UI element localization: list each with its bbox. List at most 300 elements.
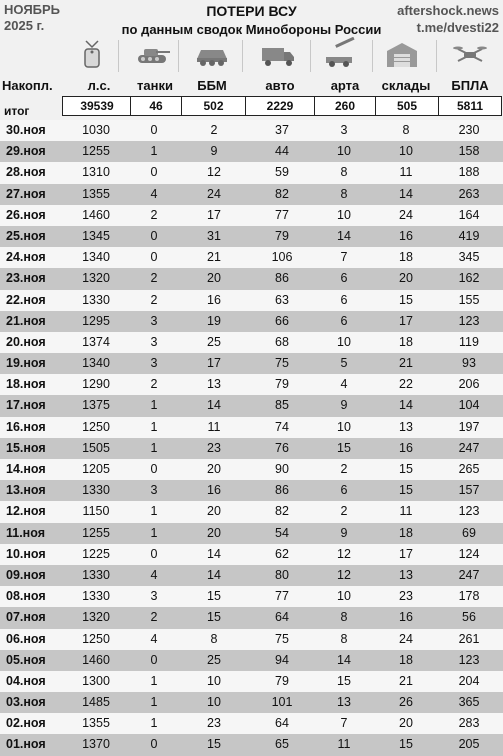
cell-bbm: 24 bbox=[207, 186, 221, 201]
cell-tanks: 0 bbox=[150, 462, 158, 476]
totals-row bbox=[0, 96, 503, 118]
cell-tanks: 2 bbox=[150, 271, 158, 286]
cell-personnel: 1330 bbox=[82, 589, 110, 604]
row-date: 06.ноя bbox=[6, 631, 46, 646]
cell-artillery: 6 bbox=[340, 292, 348, 307]
row-date: 02.ноя bbox=[6, 716, 46, 731]
cell-artillery: 9 bbox=[340, 525, 348, 540]
cell-bbm: 25 bbox=[207, 652, 221, 667]
cell-depots: 20 bbox=[399, 271, 413, 286]
row-date: 16.ноя bbox=[6, 419, 46, 434]
cell-depots: 18 bbox=[399, 250, 413, 265]
cell-artillery: 10 bbox=[337, 334, 351, 349]
cell-uav: 178 bbox=[458, 589, 480, 604]
cell-depots: 20 bbox=[399, 716, 413, 731]
table-row bbox=[0, 268, 503, 289]
table-row bbox=[0, 480, 503, 501]
cell-uav: 123 bbox=[458, 504, 480, 519]
table-row bbox=[0, 226, 503, 247]
table-row bbox=[0, 353, 503, 374]
total-tanks: 46 bbox=[130, 96, 182, 116]
cell-auto: 85 bbox=[275, 398, 289, 413]
cell-personnel: 1255 bbox=[82, 144, 110, 159]
cell-depots: 21 bbox=[399, 356, 413, 371]
cell-depots: 15 bbox=[399, 483, 413, 498]
table-row bbox=[0, 501, 503, 522]
cell-depots: 15 bbox=[399, 737, 413, 752]
table-row bbox=[0, 734, 503, 755]
page-subtitle: по данным сводок Минобороны России bbox=[121, 22, 382, 37]
row-date: 04.ноя bbox=[6, 673, 46, 688]
cell-tanks: 4 bbox=[150, 567, 158, 582]
header-uav: БПЛА bbox=[451, 78, 489, 93]
cell-uav: 419 bbox=[458, 228, 480, 243]
table-row bbox=[0, 459, 503, 480]
cell-auto: 77 bbox=[275, 589, 289, 604]
table-row bbox=[0, 374, 503, 395]
cell-bbm: 20 bbox=[207, 504, 221, 519]
cell-artillery: 15 bbox=[337, 673, 351, 688]
cell-auto: 64 bbox=[275, 716, 289, 731]
row-date: 28.ноя bbox=[6, 165, 46, 180]
cell-auto: 86 bbox=[275, 271, 289, 286]
cell-personnel: 1250 bbox=[82, 631, 110, 646]
header-bbm: ББМ bbox=[197, 78, 227, 93]
cell-personnel: 1030 bbox=[82, 123, 110, 137]
cell-artillery: 7 bbox=[340, 716, 348, 731]
cell-tanks: 0 bbox=[150, 737, 158, 752]
cumulative-label: Накопл. bbox=[2, 78, 53, 93]
cell-tanks: 2 bbox=[150, 207, 158, 222]
cell-auto: 76 bbox=[275, 440, 289, 455]
cell-tanks: 1 bbox=[150, 504, 158, 519]
cell-tanks: 0 bbox=[150, 652, 158, 667]
cell-depots: 11 bbox=[399, 165, 413, 180]
total-personnel: 39539 bbox=[62, 96, 132, 116]
cell-bbm: 20 bbox=[207, 525, 221, 540]
cell-depots: 15 bbox=[399, 462, 413, 476]
row-date: 11.ноя bbox=[6, 525, 46, 540]
cell-depots: 16 bbox=[399, 228, 413, 243]
table-row bbox=[0, 586, 503, 607]
row-date: 21.ноя bbox=[6, 313, 46, 328]
row-date: 10.ноя bbox=[6, 546, 46, 561]
cell-uav: 365 bbox=[458, 695, 480, 710]
cell-uav: 345 bbox=[458, 250, 480, 265]
cell-uav: 230 bbox=[458, 123, 480, 137]
cell-auto: 68 bbox=[275, 334, 289, 349]
cell-depots: 24 bbox=[399, 207, 413, 222]
source-telegram: t.me/dvesti22 bbox=[416, 20, 499, 35]
cell-tanks: 2 bbox=[150, 610, 158, 625]
cell-artillery: 8 bbox=[340, 165, 348, 180]
cell-artillery: 10 bbox=[337, 144, 351, 159]
cell-tanks: 3 bbox=[150, 313, 158, 328]
cell-auto: 63 bbox=[275, 292, 289, 307]
cell-personnel: 1485 bbox=[82, 695, 110, 710]
cell-depots: 14 bbox=[399, 186, 413, 201]
row-date: 13.ноя bbox=[6, 483, 46, 498]
cell-uav: 164 bbox=[458, 207, 480, 222]
row-date: 05.ноя bbox=[6, 652, 46, 667]
header-depots: склады bbox=[381, 78, 431, 93]
table-row bbox=[0, 544, 503, 565]
cell-bbm: 14 bbox=[207, 546, 221, 561]
cell-bbm: 9 bbox=[210, 144, 218, 159]
cell-personnel: 1300 bbox=[82, 673, 110, 688]
total-auto: 2229 bbox=[245, 96, 315, 116]
cell-uav: 263 bbox=[458, 186, 480, 201]
table-row bbox=[0, 607, 503, 628]
cell-artillery: 8 bbox=[340, 631, 348, 646]
cell-tanks: 0 bbox=[150, 123, 158, 137]
cell-artillery: 9 bbox=[340, 398, 348, 413]
drone-icon bbox=[450, 36, 490, 74]
cell-tanks: 0 bbox=[150, 250, 158, 265]
cell-auto: 80 bbox=[275, 567, 289, 582]
row-date: 30.ноя bbox=[6, 123, 46, 137]
cell-uav: 261 bbox=[458, 631, 480, 646]
header bbox=[0, 0, 503, 78]
cell-auto: 101 bbox=[271, 695, 293, 710]
cell-artillery: 10 bbox=[337, 419, 351, 434]
cell-bbm: 15 bbox=[207, 737, 221, 752]
cell-uav: 123 bbox=[458, 652, 480, 667]
cell-uav: 93 bbox=[462, 356, 476, 371]
cell-bbm: 10 bbox=[207, 695, 221, 710]
header-auto: авто bbox=[265, 78, 295, 93]
cell-artillery: 2 bbox=[340, 462, 348, 476]
cell-personnel: 1330 bbox=[82, 567, 110, 582]
row-date: 25.ноя bbox=[6, 228, 46, 243]
cell-tanks: 2 bbox=[150, 292, 158, 307]
cell-artillery: 13 bbox=[337, 695, 351, 710]
row-date: 09.ноя bbox=[6, 567, 46, 582]
row-date: 19.ноя bbox=[6, 356, 46, 371]
cell-personnel: 1290 bbox=[82, 377, 110, 392]
cell-personnel: 1355 bbox=[82, 716, 110, 731]
cell-personnel: 1255 bbox=[82, 525, 110, 540]
cell-depots: 18 bbox=[399, 525, 413, 540]
cell-personnel: 1375 bbox=[82, 398, 110, 413]
table-row bbox=[0, 713, 503, 734]
row-date: 07.ноя bbox=[6, 610, 46, 625]
row-date: 23.ноя bbox=[6, 271, 46, 286]
column-icons bbox=[70, 36, 503, 74]
cell-personnel: 1370 bbox=[82, 737, 110, 752]
cell-personnel: 1295 bbox=[82, 313, 110, 328]
cell-auto: 66 bbox=[275, 313, 289, 328]
row-date: 15.ноя bbox=[6, 440, 46, 455]
cell-depots: 13 bbox=[399, 567, 413, 582]
cell-depots: 24 bbox=[399, 631, 413, 646]
cell-bbm: 13 bbox=[207, 377, 221, 392]
cell-artillery: 15 bbox=[337, 440, 351, 455]
cell-uav: 119 bbox=[459, 334, 479, 349]
cell-tanks: 3 bbox=[150, 356, 158, 371]
cell-bbm: 14 bbox=[207, 398, 221, 413]
cell-depots: 11 bbox=[399, 504, 413, 519]
header-artillery: арта bbox=[330, 78, 360, 93]
cell-auto: 64 bbox=[275, 610, 289, 625]
column-headers bbox=[0, 78, 503, 96]
cell-bbm: 23 bbox=[207, 716, 221, 731]
cell-artillery: 14 bbox=[337, 228, 351, 243]
cell-depots: 16 bbox=[399, 440, 413, 455]
total-bbm: 502 bbox=[181, 96, 246, 116]
cell-personnel: 1320 bbox=[82, 271, 110, 286]
table-row bbox=[0, 692, 503, 713]
month-label: НОЯБРЬ bbox=[4, 2, 61, 17]
cell-personnel: 1355 bbox=[82, 186, 110, 201]
armored-vehicle-icon bbox=[192, 36, 232, 74]
cell-depots: 17 bbox=[399, 546, 413, 561]
cell-uav: 283 bbox=[458, 716, 480, 731]
cell-uav: 247 bbox=[458, 567, 480, 582]
cell-auto: 54 bbox=[275, 525, 289, 540]
table-row bbox=[0, 629, 503, 650]
table-row bbox=[0, 184, 503, 205]
cell-depots: 18 bbox=[399, 334, 413, 349]
cell-tanks: 3 bbox=[150, 334, 158, 349]
total-artillery: 260 bbox=[314, 96, 376, 116]
cell-auto: 106 bbox=[271, 250, 293, 265]
artillery-icon bbox=[320, 36, 360, 74]
cell-tanks: 0 bbox=[150, 228, 158, 243]
cell-personnel: 1460 bbox=[82, 207, 110, 222]
table-row bbox=[0, 565, 503, 586]
cell-bbm: 11 bbox=[207, 419, 221, 434]
cell-uav: 124 bbox=[458, 546, 480, 561]
truck-icon bbox=[258, 36, 298, 74]
cell-tanks: 1 bbox=[150, 419, 158, 434]
cell-uav: 123 bbox=[458, 313, 480, 328]
cell-artillery: 8 bbox=[340, 186, 348, 201]
cell-artillery: 6 bbox=[340, 271, 348, 286]
cell-personnel: 1345 bbox=[82, 228, 110, 243]
header-tanks: танки bbox=[137, 78, 173, 93]
row-date: 29.ноя bbox=[6, 144, 46, 159]
row-date: 17.ноя bbox=[6, 398, 46, 413]
cell-depots: 10 bbox=[399, 144, 413, 159]
tank-icon bbox=[132, 36, 172, 74]
cell-tanks: 1 bbox=[150, 673, 158, 688]
cell-auto: 79 bbox=[275, 228, 289, 243]
cell-personnel: 1374 bbox=[82, 334, 110, 349]
cell-auto: 79 bbox=[275, 673, 289, 688]
cell-artillery: 5 bbox=[340, 356, 348, 371]
cell-uav: 158 bbox=[458, 144, 480, 159]
cell-uav: 206 bbox=[458, 377, 480, 392]
cell-auto: 75 bbox=[275, 356, 289, 371]
cell-bbm: 14 bbox=[207, 567, 221, 582]
cell-auto: 86 bbox=[275, 483, 289, 498]
cell-personnel: 1505 bbox=[82, 440, 110, 455]
cell-uav: 265 bbox=[458, 462, 480, 476]
cell-tanks: 4 bbox=[150, 186, 158, 201]
cell-artillery: 8 bbox=[340, 610, 348, 625]
source-site: aftershock.news bbox=[397, 3, 499, 18]
cell-bbm: 17 bbox=[207, 356, 221, 371]
cell-artillery: 4 bbox=[340, 377, 348, 392]
row-date: 24.ноя bbox=[6, 250, 46, 265]
total-uav: 5811 bbox=[438, 96, 502, 116]
warehouse-icon bbox=[382, 36, 422, 74]
cell-tanks: 0 bbox=[150, 546, 158, 561]
cell-uav: 162 bbox=[458, 271, 480, 286]
cell-personnel: 1330 bbox=[82, 483, 110, 498]
cell-depots: 23 bbox=[399, 589, 413, 604]
cell-tanks: 0 bbox=[150, 165, 158, 180]
header-personnel: л.с. bbox=[87, 78, 111, 93]
cell-bbm: 20 bbox=[207, 462, 221, 476]
cell-auto: 75 bbox=[275, 631, 289, 646]
cell-auto: 37 bbox=[275, 123, 289, 137]
cell-bbm: 23 bbox=[207, 440, 221, 455]
table-row bbox=[0, 205, 503, 226]
table-row bbox=[0, 120, 503, 141]
cell-bbm: 15 bbox=[207, 610, 221, 625]
cell-bbm: 21 bbox=[207, 250, 221, 265]
table-row bbox=[0, 311, 503, 332]
cell-auto: 90 bbox=[275, 462, 289, 476]
cell-bbm: 25 bbox=[207, 334, 221, 349]
cell-tanks: 1 bbox=[150, 525, 158, 540]
total-depots: 505 bbox=[375, 96, 439, 116]
cell-depots: 8 bbox=[402, 123, 410, 137]
cell-auto: 94 bbox=[275, 652, 289, 667]
cell-bbm: 20 bbox=[207, 271, 221, 286]
cell-auto: 74 bbox=[275, 419, 289, 434]
cell-artillery: 7 bbox=[340, 250, 348, 265]
cell-tanks: 1 bbox=[150, 398, 158, 413]
cell-depots: 13 bbox=[399, 419, 413, 434]
cell-artillery: 14 bbox=[337, 652, 351, 667]
total-label: итог bbox=[4, 104, 30, 118]
cell-personnel: 1460 bbox=[82, 652, 110, 667]
cell-uav: 247 bbox=[458, 440, 480, 455]
cell-tanks: 3 bbox=[150, 483, 158, 498]
cell-auto: 77 bbox=[275, 207, 289, 222]
cell-personnel: 1205 bbox=[82, 462, 110, 476]
table-row bbox=[0, 523, 503, 544]
row-date: 12.ноя bbox=[6, 504, 46, 519]
table-row bbox=[0, 247, 503, 268]
cell-bbm: 2 bbox=[210, 123, 218, 137]
cell-bbm: 10 bbox=[207, 673, 221, 688]
cell-artillery: 6 bbox=[340, 483, 348, 498]
cell-personnel: 1340 bbox=[82, 356, 110, 371]
cell-tanks: 2 bbox=[150, 377, 158, 392]
cell-artillery: 12 bbox=[337, 567, 351, 582]
cell-depots: 26 bbox=[399, 695, 413, 710]
cell-bbm: 16 bbox=[207, 292, 221, 307]
table-row bbox=[0, 290, 503, 311]
cell-bbm: 12 bbox=[207, 165, 221, 180]
cell-tanks: 4 bbox=[150, 631, 158, 646]
cell-depots: 18 bbox=[399, 652, 413, 667]
soldier-dogtag-icon bbox=[72, 36, 112, 74]
cell-depots: 22 bbox=[399, 377, 413, 392]
cell-auto: 79 bbox=[275, 377, 289, 392]
row-date: 18.ноя bbox=[6, 377, 46, 392]
cell-tanks: 1 bbox=[150, 144, 158, 159]
cell-artillery: 12 bbox=[337, 546, 351, 561]
cell-uav: 104 bbox=[458, 398, 480, 413]
row-date: 08.ноя bbox=[6, 589, 46, 604]
row-date: 01.ноя bbox=[6, 737, 46, 752]
cell-bbm: 17 bbox=[207, 207, 221, 222]
cell-personnel: 1250 bbox=[82, 419, 110, 434]
daily-table bbox=[0, 120, 503, 756]
row-date: 26.ноя bbox=[6, 207, 46, 222]
cell-depots: 21 bbox=[399, 673, 413, 688]
cell-auto: 59 bbox=[275, 165, 289, 180]
cell-uav: 188 bbox=[458, 165, 480, 180]
cell-tanks: 1 bbox=[150, 440, 158, 455]
row-date: 20.ноя bbox=[6, 334, 46, 349]
cell-uav: 205 bbox=[458, 737, 480, 752]
cell-auto: 82 bbox=[275, 504, 289, 519]
cell-personnel: 1150 bbox=[82, 504, 110, 519]
cell-artillery: 2 bbox=[340, 504, 348, 519]
cell-depots: 15 bbox=[399, 292, 413, 307]
cell-uav: 157 bbox=[458, 483, 480, 498]
cell-personnel: 1340 bbox=[82, 250, 110, 265]
cell-uav: 56 bbox=[462, 610, 476, 625]
cell-uav: 69 bbox=[462, 525, 476, 540]
year-label: 2025 г. bbox=[4, 18, 45, 33]
table-row bbox=[0, 438, 503, 459]
cell-tanks: 1 bbox=[150, 695, 158, 710]
cell-bbm: 31 bbox=[207, 228, 221, 243]
cell-bbm: 19 bbox=[207, 313, 221, 328]
cell-personnel: 1225 bbox=[82, 546, 110, 561]
cell-bbm: 8 bbox=[210, 631, 218, 646]
row-date: 14.ноя bbox=[6, 462, 46, 476]
cell-bbm: 15 bbox=[207, 589, 221, 604]
table-row bbox=[0, 650, 503, 671]
cell-auto: 44 bbox=[275, 144, 289, 159]
cell-uav: 197 bbox=[458, 419, 480, 434]
cell-uav: 155 bbox=[458, 292, 480, 307]
cell-artillery: 3 bbox=[340, 123, 348, 137]
table-row bbox=[0, 162, 503, 183]
cell-artillery: 11 bbox=[337, 737, 351, 752]
row-date: 03.ноя bbox=[6, 695, 46, 710]
cell-personnel: 1310 bbox=[82, 165, 110, 180]
cell-tanks: 3 bbox=[150, 589, 158, 604]
cell-tanks: 1 bbox=[150, 716, 158, 731]
cell-artillery: 6 bbox=[340, 313, 348, 328]
cell-personnel: 1330 bbox=[82, 292, 110, 307]
table-row bbox=[0, 395, 503, 416]
cell-artillery: 10 bbox=[337, 589, 351, 604]
table-row bbox=[0, 141, 503, 162]
cell-bbm: 16 bbox=[207, 483, 221, 498]
table-row bbox=[0, 417, 503, 438]
page-title: ПОТЕРИ ВСУ bbox=[206, 3, 297, 19]
cell-depots: 16 bbox=[399, 610, 413, 625]
sources bbox=[397, 2, 499, 36]
cell-uav: 204 bbox=[458, 673, 480, 688]
table-row bbox=[0, 671, 503, 692]
row-date: 27.ноя bbox=[6, 186, 46, 201]
cell-artillery: 10 bbox=[337, 207, 351, 222]
row-date: 22.ноя bbox=[6, 292, 46, 307]
cell-depots: 17 bbox=[399, 313, 413, 328]
table-row bbox=[0, 332, 503, 353]
